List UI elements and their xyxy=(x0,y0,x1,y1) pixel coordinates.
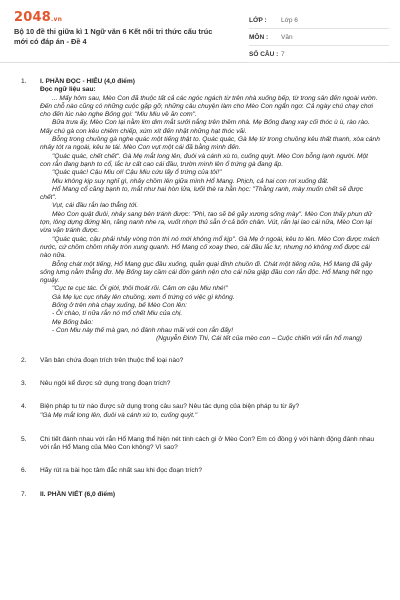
meta-row-class xyxy=(249,12,389,29)
passage-paragraph: - Ôi chào, tí nữa rắn nó mổ chết Miu của chị. xyxy=(52,310,183,318)
passage-paragraph: ... Mấy hôm sau, Mèo Con đã thuộc tất cả các ngóc ngách từ trên nhà xuống bếp, từ trong sân đến ngoài vườn. Đến chỗ nào cũng có những cuộc gặp gỡ, những câu chuyện làm cho Mèo Con ngẩn ngơ. Cả ngày chú chạy chơi cho đến lúc nào nghe Bống gọi: "Miu Miu về ăn cơm". xyxy=(40,94,378,119)
meta-key: MÔN : xyxy=(249,33,269,41)
passage-paragraph: "Quác quác, cậu phải nhảy vòng tròn thì nó mới không mổ kịp". Gà Mẹ ở ngoài, kêu to lên. Mèo Con được mách nước, cứ chồm chồm nhảy tròn xung quanh. Hổ Mang cố xoay theo, cái đầu lắc lư, nhưng nó không mổ được cái nào nữa. xyxy=(40,235,380,260)
question-text: Biện pháp tu từ nào được sử dụng trong câu sau? Nêu tác dụng của biện pháp tu từ ấy? xyxy=(40,403,300,411)
question-5 xyxy=(0,436,400,453)
meta-table xyxy=(249,12,389,63)
passage-paragraph: "Quác quác, chết chết". Gà Mẹ mắt long lên, đuôi và cánh xù to, cuống quýt. Mèo Con bỗng lạnh người. Một con rắn đang bạnh to cổ, lắc lư cất cao cái đầu, trườn mình lên ổ trứng gà đang ấp. xyxy=(40,152,368,168)
passage-paragraph: Bống ở trên nhà chạy xuống, bế Mèo Con lên: xyxy=(52,302,187,310)
question-number: 6. xyxy=(21,467,27,475)
passage-paragraph: Vụt, cái đầu rắn lao thẳng tới. xyxy=(52,202,139,210)
question-7 xyxy=(0,491,400,499)
meta-value: Văn xyxy=(281,33,293,41)
question-4 xyxy=(0,403,400,421)
meta-value: 7 xyxy=(281,50,285,58)
meta-key: LỚP : xyxy=(249,16,267,24)
passage-paragraph: "Quác quác! Cậu Miu ơi! Cậu Miu cứu lấy ổ trứng của tôi!" xyxy=(52,169,222,177)
question-body xyxy=(40,78,380,344)
question-1 xyxy=(0,78,400,344)
section-title: I. PHẦN ĐỌC - HIỂU (4,0 điểm) xyxy=(40,78,135,85)
exam-content xyxy=(0,78,400,499)
meta-row-subject xyxy=(249,29,389,46)
logo-text: 2048 xyxy=(14,10,51,25)
meta-value: Lớp 6 xyxy=(281,16,298,24)
passage-paragraph: Hổ Mang cổ căng bạnh to, mắt như hai hòn lửa, lưỡi thè ra hằn học: "Thằng ranh, mày muốn chết sẽ được chết". xyxy=(40,185,364,202)
question-number: 2. xyxy=(21,356,27,364)
question-3 xyxy=(0,380,400,388)
section-subtitle: Đọc ngữ liệu sau: xyxy=(40,86,96,94)
logo-suffix: .vn xyxy=(50,16,63,23)
question-text: Nêu ngôi kể được sử dụng trong đoạn trích? xyxy=(40,379,171,387)
question-body xyxy=(40,403,380,421)
passage-paragraph: Mèo Con quật đuôi, nhảy sang bên tránh được: "Phì, tao sẽ bẻ gãy xương sống mày". Mèo Con thấy phun dữ tợn, lông dựng đứng lên, răng nanh nhe ra, vuốt nhọn thủ sẵn ở cả bốn chân. Vút, rắn lại lao cái nữa, Mèo Con lại vừa vặn tránh được. xyxy=(40,210,373,235)
section-title: II. PHẦN VIẾT (6,0 điểm) xyxy=(40,490,116,498)
passage-paragraph: Gà Mẹ lục cục nhảy lên chuồng, xem ổ trứng có việc gì không. xyxy=(52,293,235,301)
page-title: Bộ 10 đề thi giữa kì 1 Ngữ văn 6 Kết nối tri thức cấu trúc mới có đáp án - Đề 4 xyxy=(14,27,213,46)
question-number: 5. xyxy=(21,435,27,443)
passage-citation: (Nguyễn Đình Thi, Cái tết của mèo con – Cuộc chiến với rắn hổ mang) xyxy=(156,335,362,343)
question-2 xyxy=(0,357,400,365)
passage-paragraph: - Con Miu này thế mà gan, nó đánh nhau mãi với con rắn đấy! xyxy=(52,326,234,334)
site-logo[interactable] xyxy=(14,10,62,25)
passage-paragraph: Mẹ Bống bảo: xyxy=(52,318,94,326)
passage-paragraph: "Cục te cục tác. Ôi giời, thôi thoát rồi. Cảm ơn cậu Miu nhé!" xyxy=(52,285,228,293)
question-number: 7. xyxy=(21,490,27,498)
passage-paragraph: Bữa trưa ấy, Mèo Con lại nằm lim dim mắt sưởi nắng trên thềm nhà. Mẹ Bống đang xay cối thóc ù ù, rào rào. Mấy chú gà con kêu chiêm chiếp, xúm xít đến nhặt những hạt thóc vãi. xyxy=(40,119,370,135)
header xyxy=(0,0,400,63)
question-text: Hãy rút ra bài học tâm đắc nhất sau khi đọc đoạn trích? xyxy=(40,467,203,475)
meta-row-count xyxy=(249,46,389,63)
question-number: 3. xyxy=(21,379,27,387)
question-text: Chi tiết đánh nhau với rắn Hổ Mang thể hiện nét tính cách gì ở Mèo Con? Em có đồng ý với hành động đánh nhau với rắn Hổ Mang của Mèo Con không? Vì sao? xyxy=(40,435,375,451)
passage-paragraph: Bỗng chát một tiếng, Hổ Mang gục đầu xuống, quằn quại đinh chuồn đi. Chát một tiếng nữa, Hổ Mang đã gãy sống lưng nằm thẳng đơ. Mẹ Bống tay cầm cái đòn gánh nện cho cái nữa giập đầu con rắn độc. Hổ Mang hết ngọ nguậy. xyxy=(40,260,373,285)
passage-paragraph: Bỗng trong chuồng gà nghe quác một tiếng thật to. Quác quác, Gà Mẹ từ trong chuồng kêu thất thanh, xòa cánh nhảy tót ra ngoài, kêu te tái. Mèo Con vụt một cái đã bằng mình đến. xyxy=(40,136,380,152)
question-text: Văn bản chứa đoạn trích trên thuộc thể loại nào? xyxy=(40,356,184,364)
question-quote: "Gà Mẹ mắt long lên, đuôi và cánh xù to, cuống quýt." xyxy=(40,412,198,420)
meta-key: SỐ CÂU : xyxy=(249,50,279,58)
passage-paragraph: Miu không kịp suy nghĩ gì, nhảy chồm lên giữa mình Hổ Mang. Phịch, cả hai con rơi xuống đất. xyxy=(52,177,329,185)
question-6 xyxy=(0,467,400,475)
question-number: 1. xyxy=(21,78,27,85)
question-number: 4. xyxy=(21,403,27,411)
